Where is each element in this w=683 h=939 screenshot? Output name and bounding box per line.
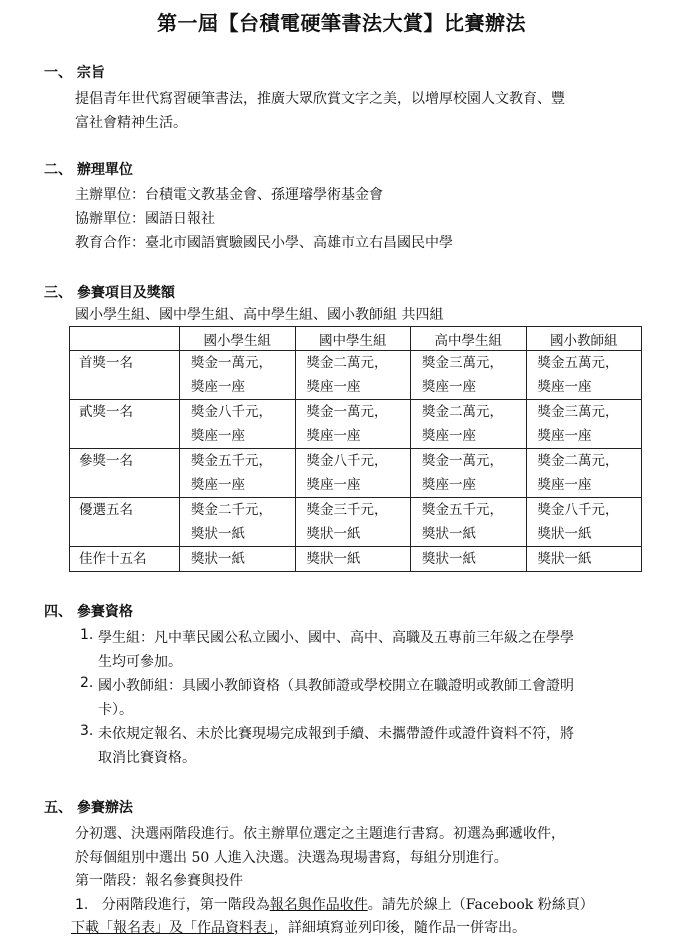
prize-table: [69, 326, 642, 572]
section-heading-organizers: 二、 辦理單位: [44, 162, 133, 178]
table-cell: 獎金二千元，: [191, 502, 272, 518]
table-cell: 獎金三萬元，: [537, 404, 619, 420]
row-label: 首獎一名: [70, 351, 180, 400]
row-label: 貳獎一名: [70, 400, 180, 449]
organizer-line: 主辦單位：台積電文教基金會、孫運璿學術基金會: [75, 187, 383, 203]
rules-line: 第一階段：報名參賽與投件: [75, 873, 243, 889]
organizer-line: 教育合作：臺北市國語實驗國民小學、高雄市立右昌國民中學: [75, 235, 453, 251]
table-cell: 獎狀一紙: [306, 526, 361, 542]
table-cell: 獎座一座: [306, 428, 361, 444]
rules-item-line: [75, 894, 594, 914]
table-cell: 獎座一座: [191, 379, 245, 395]
section-heading-rules: 五、 參賽辦法: [44, 800, 133, 816]
table-cell: 獎狀一紙: [422, 551, 476, 567]
organizer-line: 協辦單位：國語日報社: [75, 211, 215, 227]
rules-text: 分兩階段進行，第一階段為: [101, 897, 270, 913]
table-row: [70, 351, 642, 400]
table-header-cell: 國小教師組: [526, 327, 642, 351]
rules-text: 。請先於線上（Facebook 粉絲頁）: [367, 897, 594, 913]
eligibility-line: 卡）。: [98, 702, 133, 718]
prize-groups-intro: 國小學生組、國中學生組、高中學生組、國小教師組 共四組: [75, 307, 444, 323]
table-row: [70, 449, 642, 498]
table-cell: 獎座一座: [537, 477, 592, 493]
row-label: 優選五名: [70, 498, 180, 547]
table-row: [70, 498, 642, 547]
table-cell: 獎金二萬元，: [537, 453, 619, 469]
row-label: 佳作十五名: [70, 547, 180, 572]
table-cell: 獎座一座: [422, 428, 476, 444]
table-cell: 獎金五千元，: [191, 453, 272, 469]
table-cell: 獎狀一紙: [422, 526, 476, 542]
list-number: 2.: [80, 675, 94, 691]
table-cell: 獎座一座: [537, 379, 592, 395]
table-cell: 獎狀一紙: [537, 551, 592, 567]
rules-line: 於每個組別中選出 50 人進入決選。決選為現場書寫，每組分別進行。: [75, 850, 508, 866]
table-cell: 獎金八千元，: [306, 453, 388, 469]
table-cell: 獎金二萬元，: [422, 404, 503, 420]
table-cell: 獎座一座: [191, 477, 245, 493]
eligibility-line: 取消比賽資格。: [98, 750, 196, 766]
table-header-cell: 國小學生組: [180, 327, 296, 351]
rules-item-line: [71, 917, 526, 937]
table-cell: 獎座一座: [537, 428, 592, 444]
rules-text-underlined: 下載「報名表」及「作品資料表」: [71, 920, 274, 936]
rules-text: ，詳細填寫並列印後，隨作品一併寄出。: [274, 920, 526, 936]
table-cell: 獎金一萬元，: [191, 355, 272, 371]
document-title: 第一屆【台積電硬筆書法大賞】比賽辦法: [157, 11, 526, 35]
prize-table-header-row: [70, 327, 642, 351]
table-cell: 獎金五萬元，: [537, 355, 619, 371]
purpose-line: 富社會精神生活。: [75, 115, 187, 131]
table-cell: 獎金二萬元，: [306, 355, 388, 371]
table-cell: 獎座一座: [191, 428, 245, 444]
table-cell: 獎座一座: [306, 477, 361, 493]
purpose-line: 提倡青年世代寫習硬筆書法，推廣大眾欣賞文字之美，以增厚校園人文教育、豐: [75, 91, 565, 107]
section-heading-purpose: 一、 宗旨: [44, 65, 105, 81]
table-header-cell: 國中學生組: [295, 327, 411, 351]
table-cell: 獎座一座: [422, 379, 476, 395]
table-cell: 獎狀一紙: [191, 551, 245, 567]
section-heading-prizes: 三、 參賽項目及獎額: [44, 285, 175, 301]
table-cell: 獎金三萬元，: [422, 355, 503, 371]
table-cell: 獎狀一紙: [191, 526, 245, 542]
eligibility-line: 國小教師組：具國小教師資格（具教師證或學校開立在職證明或教師工會證明: [98, 678, 574, 694]
table-row: [70, 547, 642, 572]
list-number: 3.: [80, 723, 94, 739]
table-cell: 獎狀一紙: [537, 526, 592, 542]
eligibility-line: 學生組：凡中華民國公私立國小、國中、高中、高職及五專前三年級之在學學: [98, 630, 574, 646]
section-heading-eligibility: 四、 參賽資格: [44, 604, 133, 620]
table-cell: 獎座一座: [306, 379, 361, 395]
table-header-cell: [70, 327, 180, 351]
list-number: 1.: [75, 897, 89, 913]
table-cell: 獎金一萬元，: [306, 404, 388, 420]
eligibility-line: 未依規定報名、未於比賽現場完成報到手續、未攜帶證件或證件資料不符，將: [98, 726, 574, 742]
table-cell: 獎座一座: [422, 477, 476, 493]
table-header-cell: 高中學生組: [411, 327, 527, 351]
table-cell: 獎金八千元，: [537, 502, 619, 518]
rules-text-underlined: 報名與作品收件: [269, 897, 368, 913]
eligibility-line: 生均可參加。: [98, 654, 182, 670]
rules-line: 分初選、決選兩階段進行。依主辦單位選定之主題進行書寫。初選為郵遞收件，: [75, 826, 565, 842]
table-cell: 獎金三千元，: [306, 502, 388, 518]
table-cell: 獎金八千元，: [191, 404, 272, 420]
table-row: [70, 400, 642, 449]
row-label: 參獎一名: [70, 449, 180, 498]
list-number: 1.: [80, 627, 94, 643]
table-cell: 獎金一萬元，: [422, 453, 503, 469]
table-cell: 獎狀一紙: [306, 551, 361, 567]
table-cell: 獎金五千元，: [422, 502, 503, 518]
